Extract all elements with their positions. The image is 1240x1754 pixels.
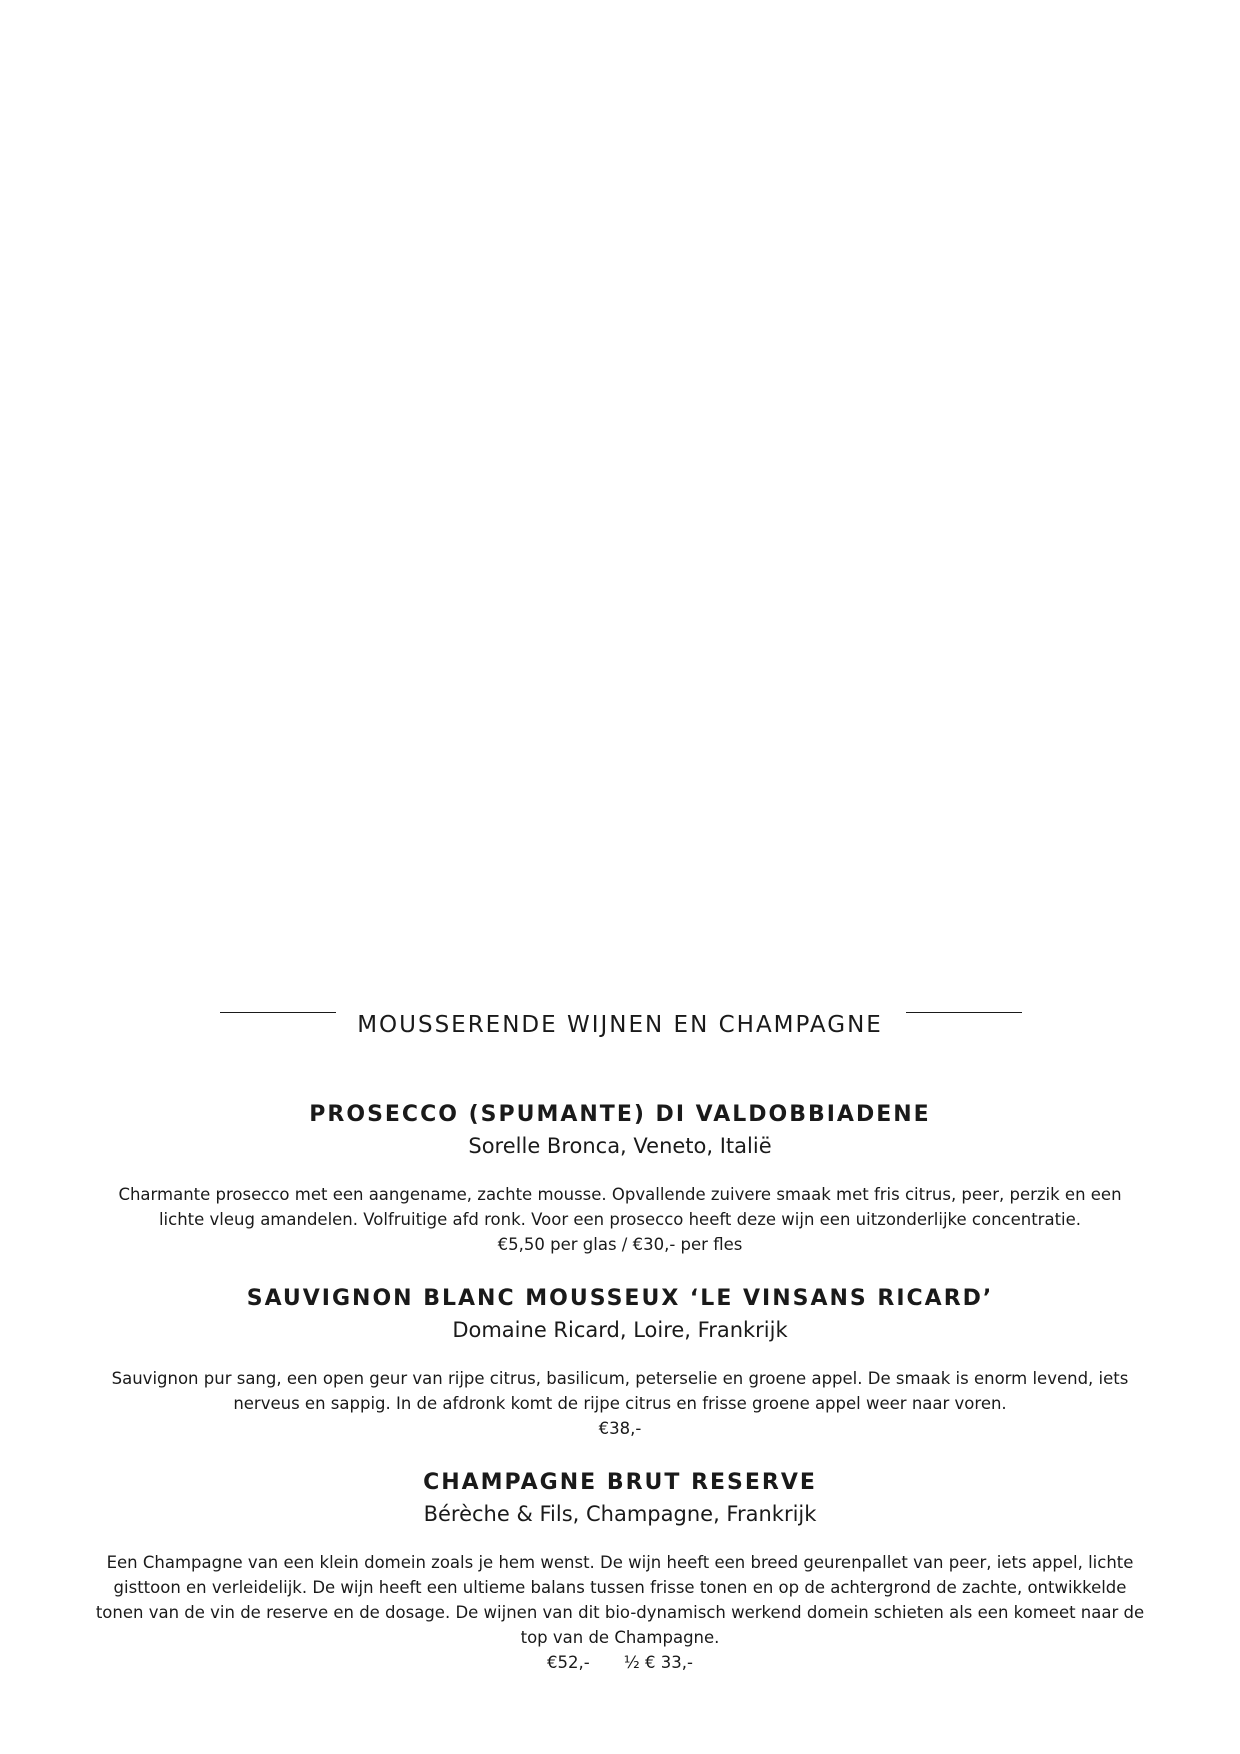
wine-origin: Domaine Ricard, Loire, Frankrijk	[452, 1318, 788, 1342]
wine-item-sauvignon	[60, 1284, 1180, 1441]
wine-name: CHAMPAGNE BRUT RESERVE	[423, 1470, 817, 1495]
description-line: nerveus en sappig. In de afdronk komt de rijpe citrus en frisse groene appel weer naar voren.	[233, 1394, 1007, 1413]
wine-name: PROSECCO (SPUMANTE) DI VALDOBBIADENE	[309, 1102, 931, 1127]
wine-description	[60, 1366, 1180, 1416]
wine-item-prosecco	[60, 1100, 1180, 1257]
wine-item-champagne	[60, 1468, 1180, 1675]
wine-name: SAUVIGNON BLANC MOUSSEUX ‘LE VINSANS RICARD’	[246, 1286, 994, 1311]
wine-origin: Bérèche & Fils, Champagne, Frankrijk	[423, 1502, 817, 1526]
description-line: gisttoon en verleidelijk. De wijn heeft een ultieme balans tussen frisse tonen en op de achtergrond de zachte, ontwikkelde	[113, 1578, 1127, 1597]
description-line: Een Champagne van een klein domein zoals je hem wenst. De wijn heeft een breed geurenpallet van peer, iets appel, lichte	[106, 1553, 1134, 1572]
wine-price-line	[60, 1650, 1180, 1675]
wine-price: €52,-	[547, 1653, 590, 1672]
title-rule-right	[906, 1012, 1022, 1013]
description-line: Charmante prosecco met een aangename, zachte mousse. Opvallende zuivere smaak met fris citrus, peer, perzik en een	[118, 1185, 1122, 1204]
wine-price: €38,-	[598, 1419, 642, 1438]
wine-description	[60, 1550, 1180, 1650]
section-title: MOUSSERENDE WIJNEN EN CHAMPAGNE	[357, 1012, 883, 1038]
description-line: lichte vleug amandelen. Volfruitige afd ronk. Voor een prosecco heeft deze wijn een uitzonderlijke concentratie.	[158, 1210, 1082, 1229]
wine-description	[60, 1182, 1180, 1232]
description-line: top van de Champagne.	[520, 1628, 720, 1647]
wine-origin: Sorelle Bronca, Veneto, Italië	[468, 1134, 772, 1158]
wine-price-half: ½ € 33,-	[623, 1653, 693, 1672]
description-line: tonen van de vin de reserve en de dosage. De wijnen van dit bio-dynamisch werkend domein schieten als een komeet naar de	[95, 1603, 1145, 1622]
wine-price: €5,50 per glas / €30,- per fles	[497, 1235, 743, 1254]
description-line: Sauvignon pur sang, een open geur van rijpe citrus, basilicum, peterselie en groene appel. De smaak is enorm levend, iets	[111, 1369, 1129, 1388]
